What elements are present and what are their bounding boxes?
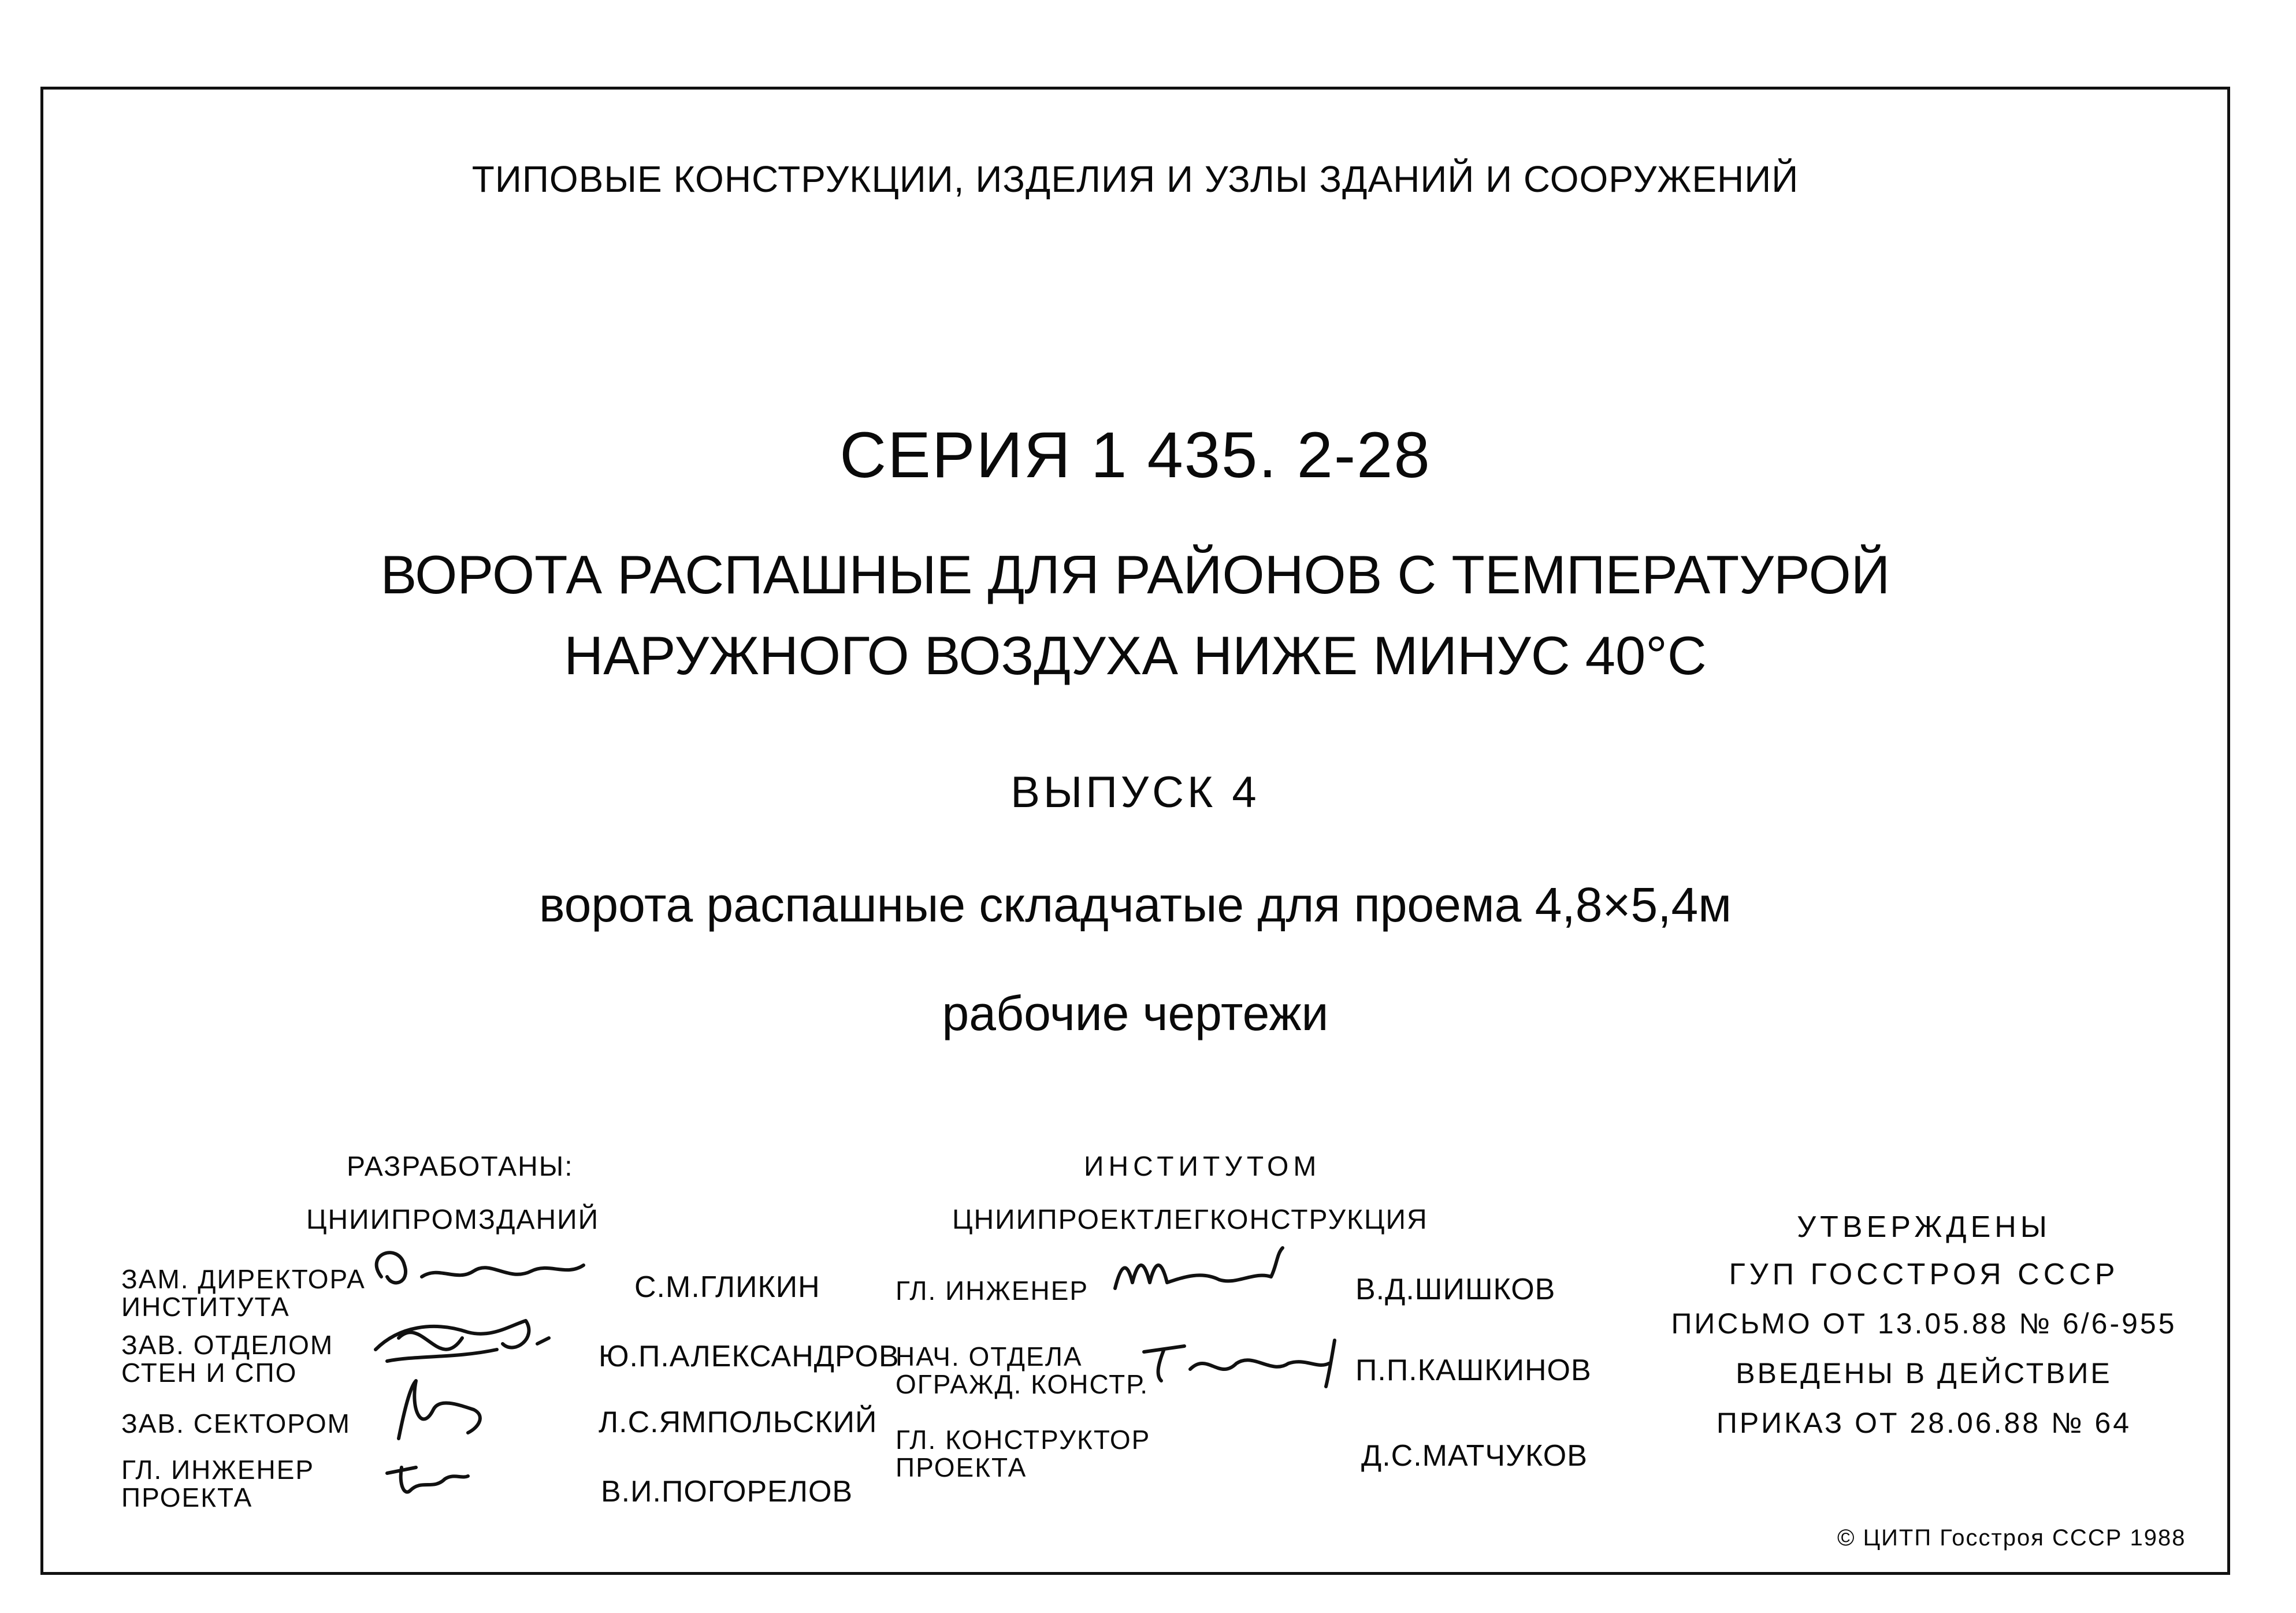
series-title: СЕРИЯ 1 435. 2-28 <box>839 419 1431 491</box>
developed-label: РАЗРАБОТАНЫ: <box>347 1151 574 1182</box>
name-kashkinov: П.П.КАШКИНОВ <box>1355 1354 1592 1387</box>
approval-order: ПРИКАЗ ОТ 28.06.88 № 64 <box>1716 1407 2132 1439</box>
name-aleksandrov: Ю.П.АЛЕКСАНДРОВ <box>599 1340 900 1373</box>
institute-org: ЦНИИПРОЕКТЛЕГКОНСТРУКЦИЯ <box>952 1205 1428 1235</box>
role-head-enclosure-dept: НАЧ. ОТДЕЛА ОГРАЖД. КОНСТР. <box>896 1341 1149 1400</box>
approval-enacted: ВВЕДЕНЫ В ДЕЙСТВИЕ <box>1736 1357 2112 1389</box>
document-kind: рабочие чертежи <box>942 986 1329 1040</box>
title-line-2: НАРУЖНОГО ВОЗДУХА НИЖЕ МИНУС 40°С <box>564 625 1707 686</box>
signature-pogorelov <box>381 1456 474 1508</box>
name-matchukov: Д.С.МАТЧУКОВ <box>1361 1439 1588 1473</box>
developed-org: ЦНИИПРОМЗДАНИЙ <box>306 1205 600 1235</box>
signature-glikin <box>358 1242 589 1306</box>
role-chief-designer-project: ГЛ. КОНСТРУКТОР ПРОЕКТА <box>896 1425 1151 1483</box>
name-glikin: С.М.ГЛИКИН <box>634 1270 820 1304</box>
issue-number: ВЫПУСК 4 <box>1010 768 1260 817</box>
institute-label: ИНСТИТУТОМ <box>1084 1151 1321 1182</box>
header-line: ТИПОВЫЕ КОНСТРУКЦИИ, ИЗДЕЛИЯ И УЗЛЫ ЗДАНИЙ И СООРУЖЕНИЙ <box>471 158 1799 200</box>
signature-kashkinov <box>1132 1329 1352 1392</box>
role-head-walls-dept: ЗАВ. ОТДЕЛОМ СТЕН И СПО <box>121 1330 334 1388</box>
name-yampolsky: Л.С.ЯМПОЛЬСКИЙ <box>599 1406 878 1439</box>
role-head-sector: ЗАВ. СЕКТОРОМ <box>121 1408 351 1439</box>
signature-shishkov <box>1104 1242 1288 1306</box>
name-pogorelov: В.И.ПОГОРЕЛОВ <box>601 1475 853 1508</box>
signature-yampolsky <box>381 1375 497 1450</box>
approval-letter: ПИСЬМО ОТ 13.05.88 № 6/6-955 <box>1671 1307 2177 1340</box>
title-line-1: ВОРОТА РАСПАШНЫЕ ДЛЯ РАЙОНОВ С ТЕМПЕРАТУРОЙ <box>380 544 1890 605</box>
role-chief-engineer: ГЛ. ИНЖЕНЕР <box>896 1276 1089 1306</box>
subject-line: ворота распашные складчатые для проема 4,8×5,4м <box>538 878 1732 932</box>
role-deputy-director: ЗАМ. ДИРЕКТОРА ИНСТИТУТА <box>121 1264 366 1322</box>
signature-aleksandrov <box>364 1303 560 1378</box>
approval-heading: УТВЕРЖДЕНЫ <box>1797 1210 2051 1244</box>
approval-authority: ГУП ГОССТРОЯ СССР <box>1729 1258 2119 1291</box>
role-chief-engineer-project: ГЛ. ИНЖЕНЕР ПРОЕКТА <box>121 1455 315 1513</box>
name-shishkov: В.Д.ШИШКОВ <box>1355 1273 1556 1306</box>
copyright-note: © ЦИТП Госстроя СССР 1988 <box>1837 1525 2186 1551</box>
